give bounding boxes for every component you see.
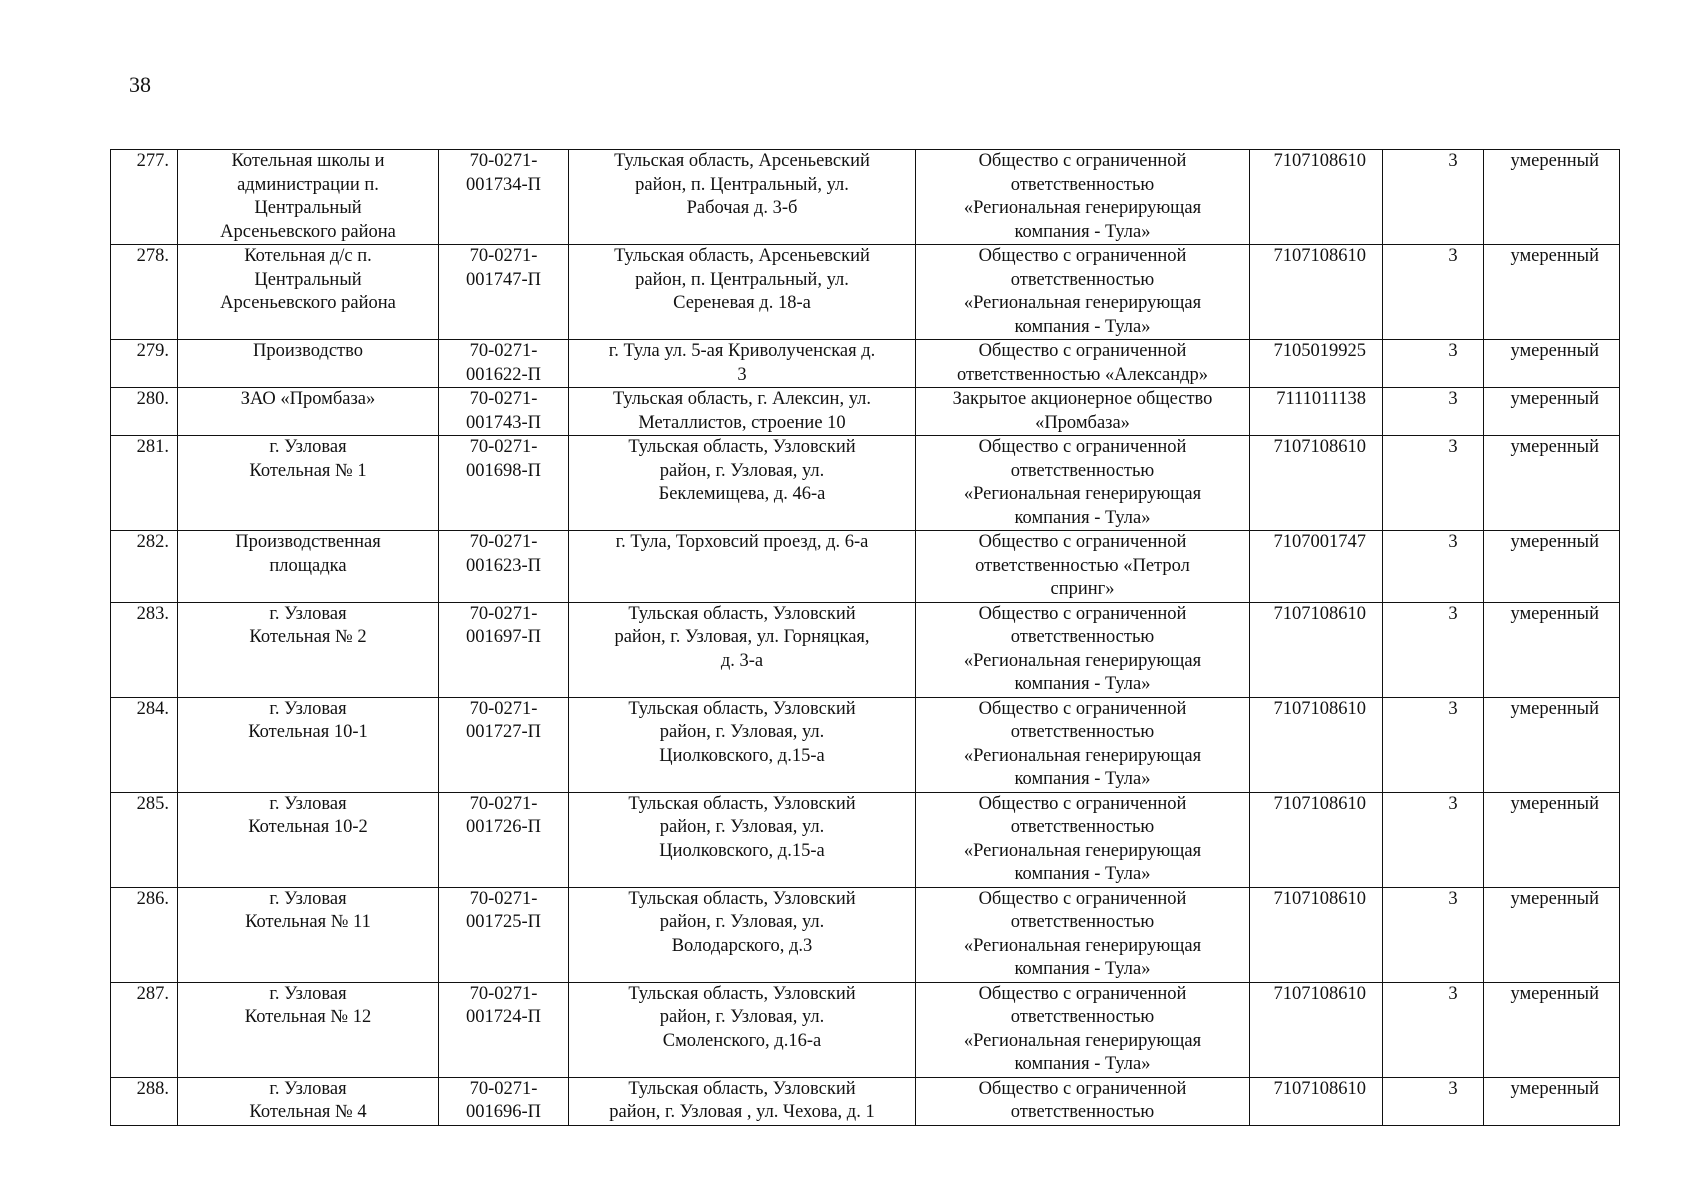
- category-cell: 3: [1383, 245, 1484, 340]
- risk-level-cell: умеренный: [1484, 1077, 1620, 1125]
- table-row: [111, 388, 1620, 436]
- registration-code-cell: 70-0271- 001727-П: [439, 697, 569, 792]
- registration-code-cell: 70-0271- 001747-П: [439, 245, 569, 340]
- inn-cell: 7107108610: [1250, 245, 1383, 340]
- table-row: [111, 150, 1620, 245]
- table-row: [111, 792, 1620, 887]
- risk-level-cell: умеренный: [1484, 887, 1620, 982]
- facility-name-cell: г. Узловая Котельная № 12: [178, 982, 439, 1077]
- address-cell: Тульская область, Узловский район, г. Узловая, ул. Циолковского, д.15-а: [569, 697, 916, 792]
- organization-cell: Общество с ограниченной ответственностью «Региональная генерирующая компания - Тула»: [916, 982, 1250, 1077]
- risk-level-cell: умеренный: [1484, 245, 1620, 340]
- risk-level-cell: умеренный: [1484, 531, 1620, 603]
- category-cell: 3: [1383, 1077, 1484, 1125]
- category-cell: 3: [1383, 697, 1484, 792]
- table-row: [111, 982, 1620, 1077]
- category-cell: 3: [1383, 340, 1484, 388]
- row-number-cell: 285.: [111, 792, 178, 887]
- row-number-cell: 286.: [111, 887, 178, 982]
- row-number-cell: 280.: [111, 388, 178, 436]
- risk-level-cell: умеренный: [1484, 436, 1620, 531]
- category-cell: 3: [1383, 150, 1484, 245]
- category-cell: 3: [1383, 436, 1484, 531]
- registration-code-cell: 70-0271- 001697-П: [439, 602, 569, 697]
- organization-cell: Общество с ограниченной ответственностью «Александр»: [916, 340, 1250, 388]
- organization-cell: Общество с ограниченной ответственностью «Региональная генерирующая компания - Тула»: [916, 150, 1250, 245]
- category-cell: 3: [1383, 982, 1484, 1077]
- organization-cell: Общество с ограниченной ответственностью «Региональная генерирующая компания - Тула»: [916, 697, 1250, 792]
- category-cell: 3: [1383, 887, 1484, 982]
- registration-code-cell: 70-0271- 001743-П: [439, 388, 569, 436]
- address-cell: Тульская область, Узловский район, г. Узловая , ул. Чехова, д. 1: [569, 1077, 916, 1125]
- registry-table: [110, 149, 1620, 1126]
- inn-cell: 7107108610: [1250, 150, 1383, 245]
- registration-code-cell: 70-0271- 001724-П: [439, 982, 569, 1077]
- table-row: [111, 697, 1620, 792]
- inn-cell: 7107108610: [1250, 792, 1383, 887]
- inn-cell: 7107001747: [1250, 531, 1383, 603]
- address-cell: Тульская область, Узловский район, г. Узловая, ул. Циолковского, д.15-а: [569, 792, 916, 887]
- risk-level-cell: умеренный: [1484, 792, 1620, 887]
- inn-cell: 7107108610: [1250, 887, 1383, 982]
- facility-name-cell: г. Узловая Котельная 10-2: [178, 792, 439, 887]
- registration-code-cell: 70-0271- 001734-П: [439, 150, 569, 245]
- address-cell: Тульская область, Узловский район, г. Узловая, ул. Володарского, д.3: [569, 887, 916, 982]
- inn-cell: 7107108610: [1250, 602, 1383, 697]
- table-row: [111, 887, 1620, 982]
- facility-name-cell: г. Узловая Котельная № 1: [178, 436, 439, 531]
- inn-cell: 7105019925: [1250, 340, 1383, 388]
- address-cell: Тульская область, Узловский район, г. Узловая, ул. Смоленского, д.16-а: [569, 982, 916, 1077]
- table-row: [111, 245, 1620, 340]
- facility-name-cell: Котельная школы и администрации п. Центральный Арсеньевского района: [178, 150, 439, 245]
- page-number: 38: [129, 72, 151, 97]
- registration-code-cell: 70-0271- 001623-П: [439, 531, 569, 603]
- registration-code-cell: 70-0271- 001698-П: [439, 436, 569, 531]
- row-number-cell: 284.: [111, 697, 178, 792]
- row-number-cell: 278.: [111, 245, 178, 340]
- row-number-cell: 281.: [111, 436, 178, 531]
- row-number-cell: 283.: [111, 602, 178, 697]
- address-cell: г. Тула, Торховсий проезд, д. 6-а: [569, 531, 916, 603]
- address-cell: г. Тула ул. 5-ая Криволученская д. 3: [569, 340, 916, 388]
- table-row: [111, 531, 1620, 603]
- risk-level-cell: умеренный: [1484, 340, 1620, 388]
- table-row: [111, 1077, 1620, 1125]
- registry-table-body: [111, 150, 1620, 1126]
- facility-name-cell: г. Узловая Котельная № 11: [178, 887, 439, 982]
- inn-cell: 7111011138: [1250, 388, 1383, 436]
- inn-cell: 7107108610: [1250, 697, 1383, 792]
- category-cell: 3: [1383, 792, 1484, 887]
- inn-cell: 7107108610: [1250, 436, 1383, 531]
- address-cell: Тульская область, Арсеньевский район, п. Центральный, ул. Рабочая д. 3-б: [569, 150, 916, 245]
- address-cell: Тульская область, г. Алексин, ул. Металлистов, строение 10: [569, 388, 916, 436]
- category-cell: 3: [1383, 531, 1484, 603]
- facility-name-cell: г. Узловая Котельная № 4: [178, 1077, 439, 1125]
- category-cell: 3: [1383, 388, 1484, 436]
- inn-cell: 7107108610: [1250, 1077, 1383, 1125]
- registration-code-cell: 70-0271- 001622-П: [439, 340, 569, 388]
- facility-name-cell: Производственная площадка: [178, 531, 439, 603]
- table-row: [111, 602, 1620, 697]
- table-row: [111, 340, 1620, 388]
- row-number-cell: 277.: [111, 150, 178, 245]
- organization-cell: Общество с ограниченной ответственностью «Петрол спринг»: [916, 531, 1250, 603]
- organization-cell: Общество с ограниченной ответственностью «Региональная генерирующая компания - Тула»: [916, 436, 1250, 531]
- risk-level-cell: умеренный: [1484, 602, 1620, 697]
- organization-cell: Общество с ограниченной ответственностью: [916, 1077, 1250, 1125]
- row-number-cell: 288.: [111, 1077, 178, 1125]
- row-number-cell: 282.: [111, 531, 178, 603]
- registration-code-cell: 70-0271- 001726-П: [439, 792, 569, 887]
- organization-cell: Общество с ограниченной ответственностью «Региональная генерирующая компания - Тула»: [916, 887, 1250, 982]
- organization-cell: Общество с ограниченной ответственностью «Региональная генерирующая компания - Тула»: [916, 602, 1250, 697]
- table-row: [111, 436, 1620, 531]
- facility-name-cell: Котельная д/с п. Центральный Арсеньевского района: [178, 245, 439, 340]
- facility-name-cell: Производство: [178, 340, 439, 388]
- risk-level-cell: умеренный: [1484, 388, 1620, 436]
- organization-cell: Закрытое акционерное общество «Промбаза»: [916, 388, 1250, 436]
- organization-cell: Общество с ограниченной ответственностью «Региональная генерирующая компания - Тула»: [916, 792, 1250, 887]
- facility-name-cell: г. Узловая Котельная 10-1: [178, 697, 439, 792]
- facility-name-cell: г. Узловая Котельная № 2: [178, 602, 439, 697]
- risk-level-cell: умеренный: [1484, 697, 1620, 792]
- address-cell: Тульская область, Узловский район, г. Узловая, ул. Беклемищева, д. 46-а: [569, 436, 916, 531]
- category-cell: 3: [1383, 602, 1484, 697]
- row-number-cell: 287.: [111, 982, 178, 1077]
- facility-name-cell: ЗАО «Промбаза»: [178, 388, 439, 436]
- inn-cell: 7107108610: [1250, 982, 1383, 1077]
- address-cell: Тульская область, Арсеньевский район, п. Центральный, ул. Сереневая д. 18-а: [569, 245, 916, 340]
- registration-code-cell: 70-0271- 001696-П: [439, 1077, 569, 1125]
- row-number-cell: 279.: [111, 340, 178, 388]
- risk-level-cell: умеренный: [1484, 150, 1620, 245]
- organization-cell: Общество с ограниченной ответственностью «Региональная генерирующая компания - Тула»: [916, 245, 1250, 340]
- address-cell: Тульская область, Узловский район, г. Узловая, ул. Горняцкая, д. 3-а: [569, 602, 916, 697]
- risk-level-cell: умеренный: [1484, 982, 1620, 1077]
- registration-code-cell: 70-0271- 001725-П: [439, 887, 569, 982]
